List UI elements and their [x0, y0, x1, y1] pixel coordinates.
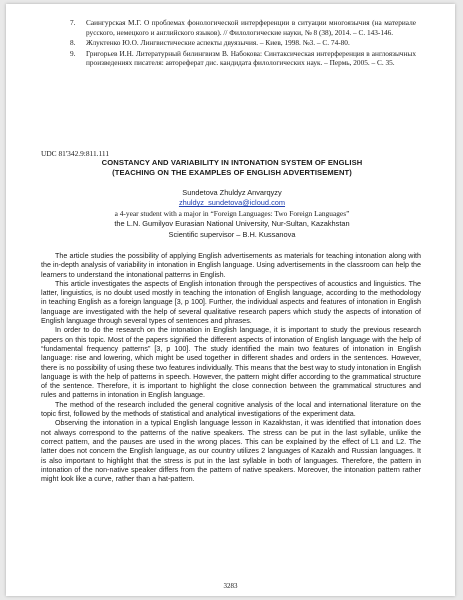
- reference-number: 8.: [70, 38, 76, 48]
- body-paragraph: This article investigates the aspects of English intonation through the perspectives of acoustics and linguistics. The latter, linguistics, is no doubt used mostly in teaching the intonation of English language, according to the methodology in teaching English as a foreign language [3, p 100]. Further, the individual aspects and features of intonation in English language are investigated with the help of several qualitative research papers which study the aspects of intonation of English language through several types of sentences and phrases.: [41, 279, 421, 326]
- udc-code: UDC 81'342.9:811.111: [41, 149, 110, 158]
- author-block: [46, 188, 418, 240]
- page-number: 3283: [223, 582, 238, 590]
- body-paragraph: The method of the research included the general cognitive analysis of the local and international literature on the topic first, followed by the methods of statistical and analytical investigations of the experiment data.: [41, 400, 421, 419]
- title-line: CONSTANCY AND VARIABILITY IN INTONATION SYSTEM OF ENGLISH: [101, 158, 363, 167]
- article-title: [46, 158, 418, 178]
- reference-text: Григорьев И.Н. Литературный билингвизм В. Набокова: Синтаксическая интерференция в англоязычных произведениях писателя: автореферат дис. кандидата филологических наук. – Пермь, 2005. – С. 35.: [86, 48, 416, 68]
- reference-text: Саингурская М.Г. О проблемах фонологической интерференции в ситуации многоязычия (на материале русского, немецкого и английского языков). // Филологические науки, № 8 (38), 2014. – С. 143-146.: [86, 18, 416, 37]
- supervisor-line: Scientific supervisor – B.H. Kussanova: [168, 229, 296, 239]
- document-page: [6, 4, 455, 596]
- reference-item: [70, 18, 416, 37]
- reference-number: 7.: [70, 18, 76, 27]
- author-name: Sundetova Zhuldyz Anvarqyzy: [182, 188, 282, 197]
- reference-item: [70, 49, 416, 68]
- reference-number: 9.: [70, 48, 76, 58]
- affiliation-line: the L.N. Gumilyov Eurasian National University, Nur-Sultan, Kazakhstan: [114, 219, 350, 229]
- reference-item: [70, 38, 416, 48]
- author-email-link[interactable]: zhuldyz_sundetova@icloud.com: [178, 198, 286, 208]
- title-subline: (TEACHING ON THE EXAMPLES OF ENGLISH ADVERTISEMENT): [112, 168, 352, 177]
- body-paragraph: In order to do the research on the intonation in English language, it is important to study the previous research papers on this topic. Most of the papers signified the different aspects of intonation of English language with the help of “fundamental frequency patterns” [3, p 100]. The study identified the main two features of intonation in English language: rise and lowering, which might be used together in different shades and orders in the sentences. However, there is no possibility of using these two features individually. This means that the best way to study intonation in English language is with the help of patterns in speech. However, the pattern might differ according to the grammatical structure of the sentence. Therefore, it is important to highlight the close connection between the grammatical structures and rules and patterns in intonation in English language.: [41, 326, 421, 400]
- reference-text: Жлуктенко Ю.О. Лингвистические аспекты двуязычия. – Киев, 1998. №3. – С. 74-80.: [86, 38, 350, 48]
- body-paragraph: Observing the intonation in a typical English language lesson in Kazakhstan, it was identified that intonation does not always correspond to the patterns of the native speakers. The stress can be put in the last syllable, unlike the correct pattern, and the pauses are used in the wrong places. This can be explained by the effect of L1 and L2. The latter does not concern the English language, as our country utilizes 2 languages of Kazakh and Russian languages. It is also important to highlight that the stress is put in the last syllable in both of languages. Therefore, the pattern in intonation of the non-native speaker differs from the pattern of native speakers. Moreover, the intonation pattern rather might look like a curve, rather than a hat-pattern.: [41, 419, 421, 484]
- reference-list: [70, 18, 416, 69]
- article-body: [41, 252, 421, 484]
- affiliation-line: a 4-year student with a major in “Foreign Languages: Two Foreign Languages”: [114, 208, 350, 218]
- body-paragraph: The article studies the possibility of applying English advertisements as materials for teaching intonation along with the in-depth analysis of variability in intonation in English language. Using advertisements in the classroom can help the learners to understand the intonational patterns in English.: [41, 252, 421, 279]
